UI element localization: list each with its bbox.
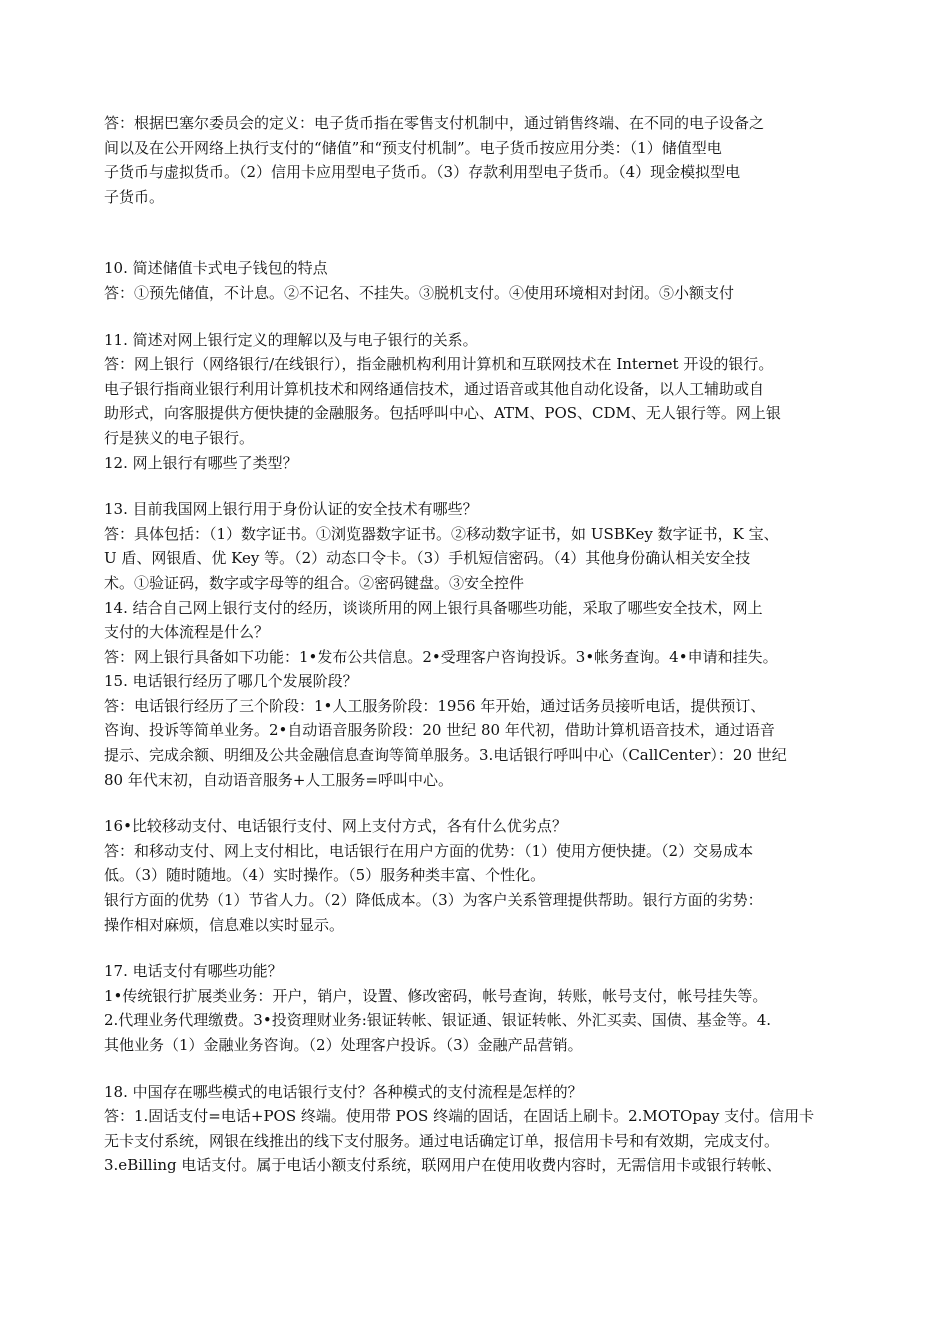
text-line: U 盾、网银盾、优 Key 等。（2）动态口令卡。（3）手机短信密码。（4）其他身份确认相关安全技 xyxy=(104,549,751,568)
text-line: 银行方面的优势（1）节省人力。（2）降低成本。（3）为客户关系管理提供帮助。银行方面的劣势： xyxy=(104,891,763,910)
paragraph xyxy=(104,256,864,305)
text-line: 咨询、投诉等简单业务。2•自动语音服务阶段：20 世纪 80 年代初，借助计算机语音技术，通过语音 xyxy=(104,721,775,740)
text-line: 17. 电话支付有哪些功能？ xyxy=(104,962,283,981)
text-line: 低。（3）随时随地。（4）实时操作。（5）服务种类丰富、个性化。 xyxy=(104,866,546,885)
text-line: 行是狭义的电子银行。 xyxy=(104,428,255,447)
document-page xyxy=(104,111,864,1178)
text-line: 1•传统银行扩展类业务：开户，销户，设置、修改密码，帐号查询，转账，帐号支付，帐号挂失等。 xyxy=(104,986,768,1005)
text-line: 支付的大体流程是什么？ xyxy=(104,623,270,642)
text-line: 答：具体包括：（1）数字证书。①浏览器数字证书。②移动数字证书，如 USBKey 数字证书，K 宝、 xyxy=(104,524,779,543)
text-line: 15. 电话银行经历了哪几个发展阶段？ xyxy=(104,672,358,691)
text-line: 16•比较移动支付、电话银行支付、网上支付方式，各有什么优劣点？ xyxy=(104,817,567,836)
text-line: 12. 网上银行有哪些了类型？ xyxy=(104,453,298,472)
text-line: 答：和移动支付、网上支付相比，电话银行在用户方面的优势：（1）使用方便快捷。（2）交易成本 xyxy=(104,841,754,860)
text-line: 答：①预先储值，不计息。②不记名、不挂失。③脱机支付。④使用环境相对封闭。⑤小额支付 xyxy=(104,283,735,302)
text-line: 3.eBilling 电话支付。属于电话小额支付系统，联网用户在使用收费内容时，无需信用卡或银行转帐、 xyxy=(104,1156,782,1175)
paragraph xyxy=(104,111,864,209)
paragraph-spacer xyxy=(104,792,864,814)
text-line: 答：根据巴塞尔委员会的定义：电子货币指在零售支付机制中，通过销售终端、在不同的电子设备之 xyxy=(104,114,765,132)
text-line: 答：电话银行经历了三个阶段：1•人工服务阶段：1956 年开始，通过话务员接听电话，提供预订、 xyxy=(104,696,766,715)
text-line: 提示、完成余额、明细及公共金融信息查询等简单服务。3.电话银行呼叫中心（CallCenter）：20 世纪 xyxy=(104,746,787,765)
text-line: 子货币与虚拟货币。（2）信用卡应用型电子货币。（3）存款利用型电子货币。（4）现金模拟型电 xyxy=(104,163,741,182)
text-line: 子货币。 xyxy=(104,187,165,206)
paragraph-spacer xyxy=(104,1058,864,1080)
text-line: 答：网上银行具备如下功能：1•发布公共信息。2•受理客户咨询投诉。3•帐务查询。4•申请和挂失。 xyxy=(104,647,778,666)
text-line: 助形式，向客服提供方便快捷的金融服务。包括呼叫中心、ATM、POS、CDM、无人银行等。网上银 xyxy=(104,404,781,423)
text-line: 11. 简述对网上银行定义的理解以及与电子银行的关系。 xyxy=(104,330,478,349)
text-line: 18. 中国存在哪些模式的电话银行支付？各种模式的支付流程是怎样的？ xyxy=(104,1082,583,1101)
paragraph-spacer xyxy=(104,937,864,959)
text-line: 无卡支付系统，网银在线推出的线下支付服务。通过电话确定订单，报信用卡号和有效期，完成支付。 xyxy=(104,1131,780,1150)
paragraph-spacer xyxy=(104,209,864,256)
paragraph xyxy=(104,497,864,792)
text-line: 间以及在公开网络上执行支付的“储值”和“预支付机制”。电子货币按应用分类：（1）储值型电 xyxy=(104,138,722,157)
text-line: 电子银行指商业银行利用计算机技术和网络通信技术，通过语音或其他自动化设备，以人工辅助或自 xyxy=(104,379,765,398)
paragraph-spacer xyxy=(104,306,864,328)
text-line: 操作相对麻烦，信息难以实时显示。 xyxy=(104,915,345,934)
text-line: 答：网上银行（网络银行/在线银行），指金融机构利用计算机和互联网技术在 Internet 开设的银行。 xyxy=(104,355,774,374)
text-line: 其他业务（1）金融业务咨询。（2）处理客户投诉。（3）金融产品营销。 xyxy=(104,1036,583,1054)
paragraph xyxy=(104,814,864,937)
paragraph xyxy=(104,1080,864,1178)
paragraph xyxy=(104,959,864,1057)
text-line: 13. 目前我国网上银行用于身份认证的安全技术有哪些？ xyxy=(104,500,478,519)
text-line: 14. 结合自己网上银行支付的经历，谈谈所用的网上银行具备哪些功能，采取了哪些安全技术，网上 xyxy=(104,598,763,617)
text-line: 10. 简述储值卡式电子钱包的特点 xyxy=(104,259,328,278)
paragraph-spacer xyxy=(104,475,864,497)
text-line: 2.代理业务代理缴费。3•投资理财业务:银证转帐、银证通、银证转帐、外汇买卖、国债、基金等。4. xyxy=(104,1011,772,1030)
paragraph xyxy=(104,328,864,476)
text-line: 答：1.固话支付=电话+POS 终端。使用带 POS 终端的固话，在固话上刷卡。2.MOTOpay 支付。信用卡 xyxy=(104,1107,815,1126)
text-line: 80 年代末初，自动语音服务+人工服务=呼叫中心。 xyxy=(104,770,453,789)
text-line: 术。①验证码，数字或字母等的组合。②密码键盘。③安全控件 xyxy=(104,573,525,592)
